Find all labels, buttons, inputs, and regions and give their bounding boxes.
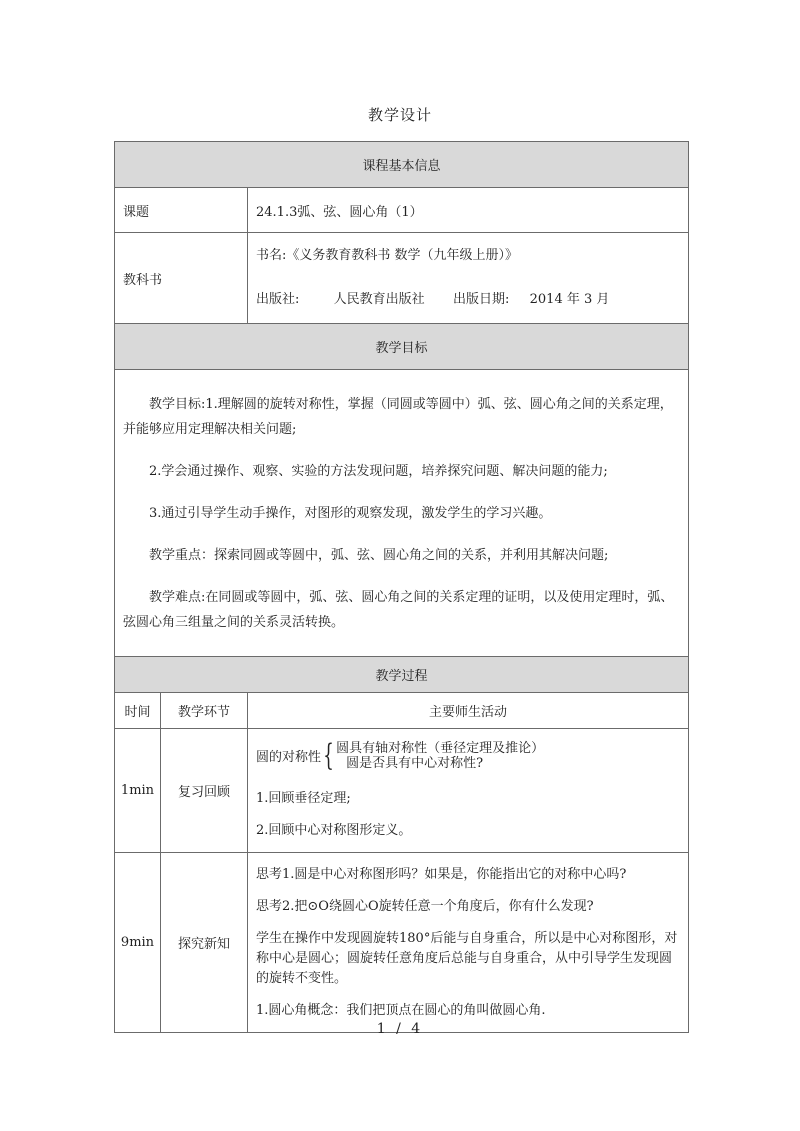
lesson-plan-table bbox=[114, 141, 689, 1033]
textbook-info bbox=[248, 233, 689, 324]
brace-symbol: { bbox=[323, 737, 334, 773]
column-header-time: 时间 bbox=[115, 693, 161, 729]
row-step: 复习回顾 bbox=[161, 729, 248, 853]
publisher-label: 出版社: bbox=[256, 292, 300, 307]
textbook-label: 教科书 bbox=[115, 233, 248, 324]
publish-date: 2014 年 3 月 bbox=[529, 292, 610, 307]
column-header-step: 教学环节 bbox=[161, 693, 248, 729]
book-name: 书名:《义务教育教科书 数学（九年级上册）》 bbox=[256, 248, 519, 263]
page-number: 1 / 4 bbox=[376, 1021, 424, 1037]
objectives-body bbox=[115, 370, 689, 657]
row-step: 探究新知 bbox=[161, 853, 248, 1033]
row-time: 1min bbox=[115, 729, 161, 853]
objective-paragraph: 教学目标:1.理解圆的旋转对称性，掌握（同圆或等圆中）弧、弦、圆心角之间的关系定理，并能够应用定理解决相关问题; bbox=[123, 396, 673, 437]
discovery-paragraph: 学生在操作中发现圆旋转180°后能与自身重合，所以是中心对称图形，对称中心是圆心；圆旋转任意角度后总能与自身重合，从中引导学生发现圆的旋转不变性。 bbox=[256, 930, 678, 986]
document-title: 教学设计 bbox=[367, 106, 432, 124]
concept-definition: 1.圆心角概念：我们把顶点在圆心的角叫做圆心角. bbox=[256, 1002, 546, 1018]
symmetry-item: 圆是否具有中心对称性? bbox=[346, 755, 484, 771]
thinking-question: 思考1.圆是中心对称图形吗？如果是，你能指出它的对称中心吗? bbox=[256, 866, 627, 882]
section-header-process: 教学过程 bbox=[115, 657, 689, 693]
thinking-question: 思考2.把⊙O绕圆心O旋转任意一个角度后，你有什么发现? bbox=[256, 898, 594, 914]
section-header-objectives: 教学目标 bbox=[115, 324, 689, 370]
publish-date-label: 出版日期: bbox=[452, 292, 510, 307]
symmetry-summary bbox=[256, 737, 680, 773]
objective-paragraph: 3.通过引导学生动手操作，对图形的观察发现，激发学生的学习兴趣。 bbox=[149, 505, 552, 521]
topic-label: 课题 bbox=[115, 188, 248, 233]
symmetry-item: 圆具有轴对称性（垂径定理及推论） bbox=[336, 740, 545, 756]
column-header-activity: 主要师生活动 bbox=[248, 693, 689, 729]
section-header-basic-info: 课程基本信息 bbox=[115, 142, 689, 188]
review-activity-cell bbox=[248, 729, 689, 853]
symmetry-label: 圆的对称性 bbox=[256, 750, 322, 765]
row-time: 9min bbox=[115, 853, 161, 1033]
review-item: 2.回顾中心对称图形定义。 bbox=[256, 822, 412, 838]
difficulty-paragraph: 教学难点:在同圆或等圆中，弧、弦、圆心角之间的关系定理的证明，以及使用定理时，弧、弦圆心角三组量之间的关系灵活转换。 bbox=[123, 589, 674, 630]
explore-activity-cell bbox=[248, 853, 689, 1033]
objective-paragraph: 2.学会通过操作、观察、实验的方法发现问题，培养探究问题、解决问题的能力; bbox=[149, 463, 608, 479]
publisher-line bbox=[256, 290, 680, 310]
key-point-paragraph: 教学重点：探索同圆或等圆中，弧、弦、圆心角之间的关系，并利用其解决问题; bbox=[149, 547, 609, 563]
publisher-name: 人民教育出版社 bbox=[333, 292, 425, 307]
review-item: 1.回顾垂径定理; bbox=[256, 790, 351, 806]
topic-value: 24.1.3弧、弦、圆心角（1） bbox=[248, 188, 689, 233]
